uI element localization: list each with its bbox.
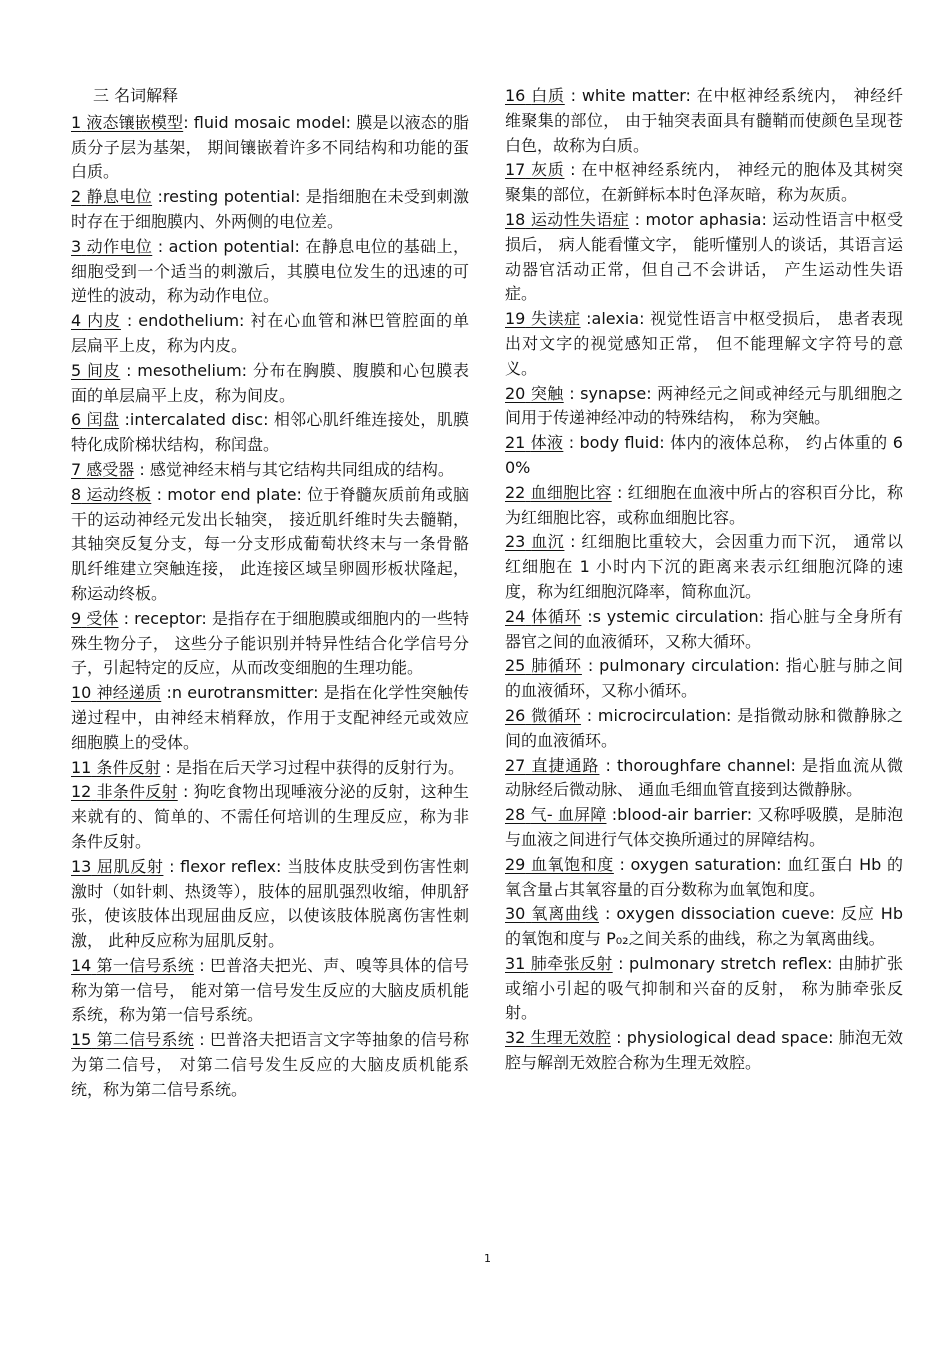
entry-english: : pulmonary stretch reflex: bbox=[612, 953, 833, 973]
entry-number: 21 bbox=[505, 433, 526, 453]
term-entry bbox=[505, 704, 903, 754]
entry-definition: 两神经元之间或神经元与肌细胞之间用于传递神经冲动的特殊结构， 称为突触。 bbox=[505, 383, 903, 428]
entry-definition: 体内的液体总称， 约占体重的 60% bbox=[505, 433, 903, 477]
entry-english: : bbox=[564, 160, 576, 180]
entry-definition: 反应 Hb 的氧饱和度与 P₀₂之间关系的曲线，称之为氧离曲线。 bbox=[505, 904, 903, 949]
entry-definition: 膜是以液态的脂质分子层为基架， 期间镶嵌着许多不同结构和功能的蛋白质。 bbox=[71, 112, 469, 182]
entry-english: : microcirculation: bbox=[581, 705, 732, 725]
entry-english: : pulmonary circulation: bbox=[581, 656, 780, 676]
entry-definition: 是指血流从微动脉经后微动脉、 通血毛细血管直接到达微静脉。 bbox=[505, 755, 903, 800]
term-entry bbox=[505, 84, 903, 158]
entry-definition: 巴普洛夫把语言文字等抽象的信号称为第二信号， 对第二信号发生反应的大脑皮质机能系统，称为第二信号系统。 bbox=[71, 1030, 469, 1099]
entry-term: 液态镶嵌模型 bbox=[86, 112, 184, 132]
entry-definition: 是指微动脉和微静脉之间的血液循环。 bbox=[505, 705, 903, 750]
entry-english: : receptor: bbox=[118, 608, 207, 628]
entry-term: 血沉 bbox=[531, 532, 565, 552]
entry-english: : endothelium: bbox=[120, 311, 245, 331]
entry-english: : physiological dead space: bbox=[610, 1028, 834, 1048]
entry-definition: 分布在胸膜、腹膜和心包膜表面的单层扁平上皮，称为间皮。 bbox=[71, 360, 469, 405]
entry-english: : body fluid: bbox=[563, 433, 665, 453]
entry-definition: 肺泡无效腔与解剖无效腔合称为生理无效腔。 bbox=[505, 1028, 903, 1073]
entry-term: 非条件反射 bbox=[96, 782, 178, 802]
entry-definition: 是指在化学性突触传递过程中，由神经末梢释放，作用于支配神经元或效应细胞膜上的受体。 bbox=[71, 683, 469, 752]
term-entry bbox=[505, 853, 903, 903]
term-entry bbox=[71, 309, 469, 359]
entry-term: 内皮 bbox=[87, 311, 121, 331]
entry-number: 32 bbox=[505, 1028, 526, 1048]
entry-definition: 相邻心肌纤维连接处，肌膜特化成阶梯状结构，称闰盘。 bbox=[71, 410, 469, 455]
entry-english: : white matter: bbox=[564, 86, 691, 105]
entry-term: 感受器 bbox=[86, 459, 135, 479]
entry-term: 血氧饱和度 bbox=[531, 854, 614, 874]
term-entry bbox=[71, 855, 469, 954]
term-entry bbox=[505, 803, 903, 853]
entry-term: 神经递质 bbox=[96, 683, 162, 703]
entry-number: 13 bbox=[71, 856, 92, 876]
entry-term: 静息电位 bbox=[86, 187, 153, 207]
term-entry bbox=[505, 530, 903, 604]
entry-number: 25 bbox=[505, 656, 526, 676]
entry-number: 6 bbox=[71, 410, 82, 430]
entry-term: 体液 bbox=[530, 433, 564, 453]
entry-english: : oxygen saturation: bbox=[613, 854, 782, 874]
entry-english: : bbox=[177, 782, 189, 802]
entry-english: :intercalated disc: bbox=[119, 410, 269, 430]
entry-definition: 巴普洛夫把光、声、嗅等具体的信号称为第一信号， 能对第一信号发生反应的大脑皮质机能系统，称为第一信号系统。 bbox=[71, 955, 469, 1025]
term-entry bbox=[71, 483, 469, 607]
term-entry bbox=[71, 111, 469, 185]
entry-term: 氧离曲线 bbox=[531, 904, 599, 924]
term-entry bbox=[71, 954, 469, 1028]
entry-number: 12 bbox=[71, 782, 92, 802]
term-entry bbox=[505, 481, 903, 531]
entry-number: 31 bbox=[505, 953, 526, 973]
entry-definition: 红细胞比重较大，会因重力而下沉， 通常以红细胞在 1 小时内下沉的距离来表示红细胞沉降的速度，称为红细胞沉降率，简称血沉。 bbox=[505, 532, 903, 601]
entry-definition: 视觉性语言中枢受损后， 患者表现出对文字的视觉感知正常， 但不能理解文字符号的意义。 bbox=[505, 309, 903, 378]
entry-definition: 运动性语言中枢受损后， 病人能看懂文字， 能听懂别人的谈话，其语言运动器官活动正常，但自己不会讲话， 产生运动性失语症。 bbox=[505, 209, 903, 304]
entry-term: 直捷通路 bbox=[531, 755, 600, 775]
entry-term: 失读症 bbox=[530, 309, 581, 329]
entry-term: 微循环 bbox=[531, 705, 582, 725]
term-entry bbox=[505, 952, 903, 1026]
term-entry bbox=[71, 780, 469, 854]
entry-english: : motor aphasia: bbox=[629, 209, 767, 229]
entry-term: 条件反射 bbox=[96, 757, 161, 777]
entry-english: : bbox=[134, 459, 145, 479]
entry-definition: 在静息电位的基础上，细胞受到一个适当的刺激后，其膜电位发生的迅速的可逆性的波动，称为动作电位。 bbox=[71, 236, 469, 306]
entry-english: : bbox=[193, 1030, 205, 1050]
term-entry bbox=[505, 208, 903, 307]
term-entry bbox=[71, 185, 469, 235]
entry-number: 4 bbox=[71, 311, 82, 331]
term-entry bbox=[505, 307, 903, 381]
entry-number: 15 bbox=[71, 1030, 92, 1050]
entry-term: 屈肌反射 bbox=[97, 856, 164, 876]
entry-definition: 红细胞在血液中所占的容积百分比，称为红细胞比容，或称血细胞比容。 bbox=[505, 482, 903, 527]
entry-number: 27 bbox=[505, 755, 526, 775]
entry-english: : flexor reflex: bbox=[163, 856, 282, 876]
right-entry-list bbox=[505, 84, 903, 1076]
section-title: 三 名词解释 bbox=[93, 86, 179, 105]
entry-number: 19 bbox=[505, 309, 526, 329]
entry-english: :blood-air barrier: bbox=[606, 805, 753, 825]
term-entry bbox=[71, 756, 469, 781]
entry-english: : thoroughfare channel: bbox=[599, 755, 796, 775]
entry-english: :s ystemic circulation: bbox=[581, 606, 765, 626]
entry-number: 26 bbox=[505, 705, 526, 725]
term-entry bbox=[505, 431, 903, 481]
entry-term: 间皮 bbox=[86, 360, 121, 380]
entry-term: 运动终板 bbox=[86, 484, 152, 504]
entry-number: 30 bbox=[505, 904, 526, 924]
term-entry bbox=[71, 359, 469, 409]
entry-term: 气- 血屏障 bbox=[530, 805, 607, 825]
entry-term: 突触 bbox=[530, 383, 564, 403]
term-entry bbox=[505, 654, 903, 704]
entry-definition: 衬在心血管和淋巴管腔面的单层扁平上皮，称为内皮。 bbox=[71, 311, 469, 355]
entry-term: 第一信号系统 bbox=[96, 955, 194, 975]
entry-term: 生理无效腔 bbox=[530, 1028, 611, 1048]
entry-definition: 狗吃食物出现唾液分泌的反射，这种生来就有的、简单的、不需任何培训的生理反应，称为非条件反射。 bbox=[71, 782, 469, 851]
entry-english: : bbox=[564, 532, 576, 552]
entry-number: 28 bbox=[505, 805, 526, 825]
entry-number: 23 bbox=[505, 532, 526, 552]
entry-number: 9 bbox=[71, 608, 82, 628]
right-column bbox=[505, 84, 903, 1076]
entry-term: 白质 bbox=[531, 86, 565, 105]
entry-number: 2 bbox=[71, 187, 82, 207]
term-entry bbox=[505, 1026, 903, 1076]
entry-english: : bbox=[193, 955, 205, 975]
entry-term: 灰质 bbox=[531, 160, 565, 180]
entry-term: 血细胞比容 bbox=[530, 482, 612, 502]
entry-number: 20 bbox=[505, 383, 526, 403]
entry-term: 运动性失语症 bbox=[530, 209, 630, 229]
page-number: 1 bbox=[484, 1252, 491, 1265]
entry-english: :alexia: bbox=[580, 309, 645, 329]
entry-number: 7 bbox=[71, 459, 82, 479]
entry-definition: 位于脊髓灰质前角或脑干的运动神经元发出长轴突， 接近肌纤维时失去髓鞘，其轴突反复分支，每一分支形成葡萄状终末与一条骨骼肌纤维建立突触连接， 此连接区域呈卵圆形板状隆起，称运动终板。 bbox=[71, 484, 469, 603]
entry-definition: 是指细胞在未受到刺激时存在于细胞膜内、外两侧的电位差。 bbox=[71, 187, 469, 231]
entry-english: : motor end plate: bbox=[151, 484, 302, 504]
entry-number: 24 bbox=[505, 606, 526, 626]
entry-number: 14 bbox=[71, 955, 92, 975]
entry-english: : fluid mosaic model: bbox=[183, 112, 352, 132]
term-entry bbox=[505, 754, 903, 804]
entry-term: 体循环 bbox=[531, 606, 582, 626]
entry-definition: 指心脏与全身所有器官之间的血液循环，又称大循环。 bbox=[505, 606, 903, 651]
entry-number: 1 bbox=[71, 112, 82, 132]
entry-definition: 感觉神经末梢与其它结构共同组成的结构。 bbox=[144, 459, 454, 479]
entry-term: 闰盘 bbox=[86, 410, 120, 430]
entry-number: 10 bbox=[71, 683, 92, 703]
entry-english: : bbox=[160, 757, 171, 777]
term-entry bbox=[505, 902, 903, 952]
entry-definition: 指心脏与肺之间的血液循环，又称小循环。 bbox=[505, 656, 904, 701]
entry-definition: 是指存在于细胞膜或细胞内的一些特殊生物分子， 这些分子能识别并特异性结合化学信号分子，引起特定的反应，从而改变细胞的生理功能。 bbox=[71, 608, 469, 678]
entry-definition: 又称呼吸膜，是肺泡与血液之间进行气体交换所通过的屏障结构。 bbox=[505, 805, 903, 849]
entry-number: 22 bbox=[505, 482, 526, 502]
entry-number: 5 bbox=[71, 360, 82, 380]
entry-definition: 在中枢神经系统内， 神经元的胞体及其树突聚集的部位，在新鲜标本时色泽灰暗，称为灰质。 bbox=[505, 160, 903, 205]
entry-english: : mesothelium: bbox=[120, 360, 248, 380]
term-entry bbox=[71, 408, 469, 458]
term-entry bbox=[71, 235, 469, 309]
entry-definition: 在中枢神经系统内， 神经纤维聚集的部位， 由于轴突表面具有髓鞘而使颜色呈现苍白色，故称为白质。 bbox=[505, 86, 903, 155]
entry-english: : action potential: bbox=[152, 236, 300, 256]
entry-definition: 当肢体皮肤受到伤害性刺激时（如针刺、热烫等），肢体的屈肌强烈收缩，伸肌舒张，使该肢体出现屈曲反应，以使该肢体脱离伤害性刺激， 此种反应称为屈肌反射。 bbox=[71, 856, 469, 951]
entry-term: 动作电位 bbox=[86, 236, 153, 256]
entry-term: 受体 bbox=[86, 608, 119, 628]
term-entry bbox=[71, 607, 469, 681]
entry-number: 29 bbox=[505, 854, 526, 874]
term-entry bbox=[505, 605, 903, 655]
term-entry bbox=[71, 458, 469, 483]
entry-number: 16 bbox=[505, 86, 526, 105]
entry-term: 第二信号系统 bbox=[96, 1030, 194, 1050]
entry-number: 17 bbox=[505, 160, 526, 180]
term-entry bbox=[505, 382, 903, 432]
term-entry bbox=[71, 681, 469, 755]
entry-number: 11 bbox=[71, 757, 92, 777]
entry-definition: 血红蛋白 Hb 的氧含量占其氧容量的百分数称为血氧饱和度。 bbox=[505, 854, 903, 899]
entry-number: 3 bbox=[71, 236, 82, 256]
entry-english: :resting potential: bbox=[152, 187, 301, 207]
entry-term: 肺循环 bbox=[531, 656, 582, 676]
left-column bbox=[71, 84, 469, 1103]
entry-english: :n eurotransmitter: bbox=[161, 683, 319, 703]
entry-english: : synapse: bbox=[563, 383, 652, 403]
entry-term: 肺牵张反射 bbox=[530, 953, 613, 973]
term-entry bbox=[71, 1028, 469, 1102]
entry-number: 18 bbox=[505, 209, 526, 229]
left-entry-list bbox=[71, 111, 469, 1103]
entry-english: : oxygen dissociation cueve: bbox=[599, 904, 835, 924]
entry-english: : bbox=[611, 482, 623, 502]
entry-definition: 是指在后天学习过程中获得的反射行为。 bbox=[170, 757, 465, 777]
entry-definition: 由肺扩张或缩小引起的吸气抑制和兴奋的反射， 称为肺牵张反射。 bbox=[505, 953, 903, 1023]
term-entry bbox=[505, 158, 903, 208]
entry-number: 8 bbox=[71, 484, 82, 504]
